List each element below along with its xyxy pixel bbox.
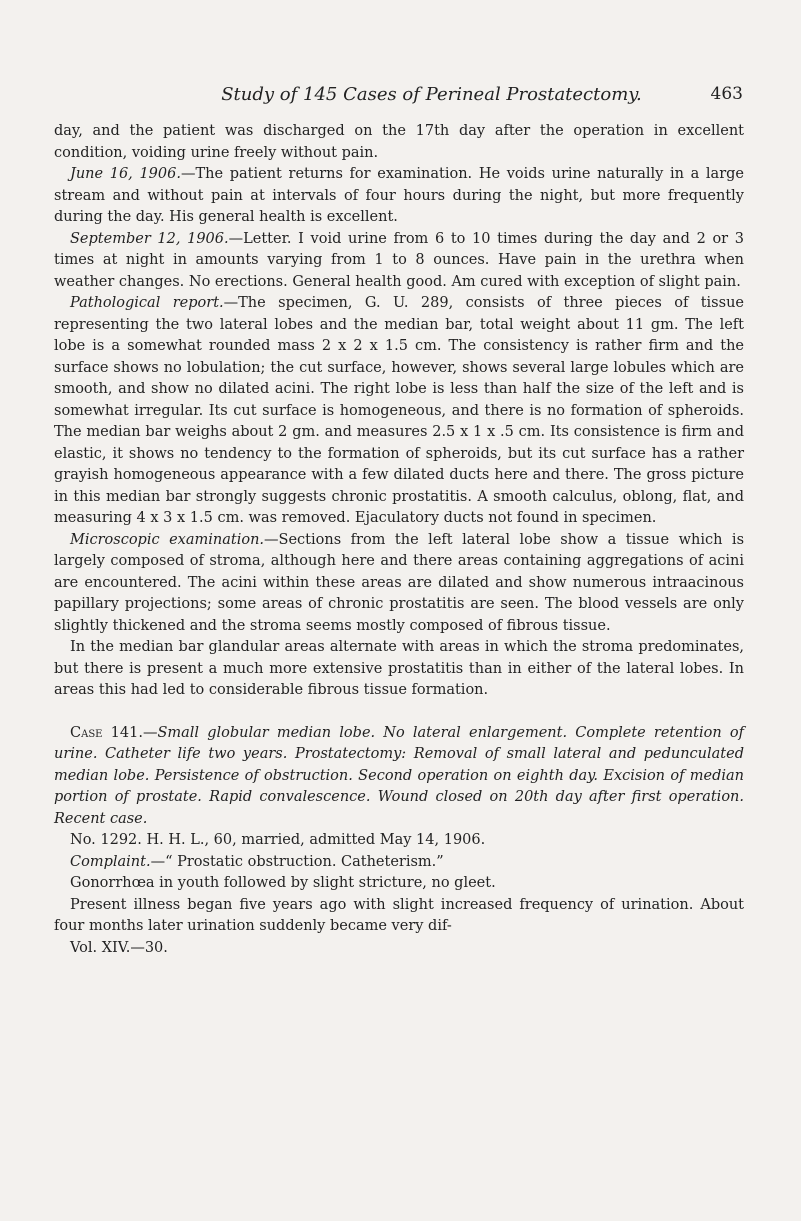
paragraph-text: No. 1292. H. H. L., 60, married, admitted May 14, 1906.	[70, 832, 486, 848]
paragraph-text: In the median bar glandular areas alternate with areas in which the stroma predominates, but there is present a much more extensive prostatitis than in either of the lateral lobes. In areas this had led to considerable fibrous tissue formation.	[54, 639, 744, 698]
paragraph-text: —The specimen, G. U. 289, consists of three pieces of tissue representing the two lateral lobes and the median bar, total weight about 11 gm. The left lobe is a somewhat rounded mass 2 x 2 x 1.5 cm. The consistency is rather firm and the surface shows no lobulation; the cut surface, however, shows several large lobules which are smooth, and show no dilated acini. The right lobe is less than half the size of the left and is somewhat irregular. Its cut surface is homogeneous, and there is no formation of spheroids. The median bar weighs about 2 gm. and measures 2.5 x 1 x .5 cm. Its consistence is firm and elastic, it shows no tendency to the formation of spheroids, but its cut surface has a rather grayish homogeneous appearance with a few dilated ducts here and there. The gross picture in this median bar strongly suggests chronic prostatitis. A smooth calculus, oblong, flat, and measuring 4 x 3 x 1.5 cm. was removed. Ejaculatory ducts not found in specimen.	[54, 295, 744, 526]
paragraph-lead: Complaint.	[70, 853, 151, 870]
case-label: Case 141.	[70, 724, 143, 741]
case-dash: —	[142, 724, 158, 741]
paragraph-history	[54, 873, 744, 895]
page-header	[120, 84, 743, 114]
paragraph-discharge	[54, 121, 744, 164]
paragraph-lead: June 16, 1906.	[70, 166, 181, 182]
paragraph-present-illness	[54, 895, 744, 938]
paragraph-june-16	[54, 164, 744, 229]
signature-mark: Vol. XIV.—30.	[70, 939, 168, 956]
paragraph-admission	[54, 830, 744, 852]
paragraph-median-bar	[54, 637, 744, 702]
paragraph-pathological-report	[54, 293, 744, 530]
paragraph-text: —Sections from the left lateral lobe show a tissue which is largely composed of stroma, although here and there areas containing aggregations of acini are encountered. The acini within these areas are dilated and show numerous intraacinous papillary projections; some areas of chronic prostatitis are seen. The blood vessels are only slightly thickened and the stroma seems mostly composed of fibrous tissue.	[54, 531, 745, 634]
paragraph-text: —The patient returns for examination. He voids urine naturally in a large stream and without pain at intervals of four hours during the night, but more frequently during the day. His general health is excellent.	[54, 166, 744, 225]
paragraph-september-12	[54, 229, 744, 294]
page-number: 463	[710, 84, 743, 104]
paragraph-text: —“ Prostatic obstruction. Catheterism.”	[150, 853, 444, 870]
paragraph-lead: Microscopic examination.	[70, 531, 265, 548]
page-body	[54, 121, 744, 959]
paragraph-lead: Pathological report.	[70, 295, 224, 311]
running-title: Study of 145 Cases of Perineal Prostatectomy.	[221, 84, 642, 105]
paragraph-lead: September 12, 1906.	[70, 230, 229, 247]
paragraph-text: Gonorrhœa in youth followed by slight stricture, no gleet.	[70, 875, 496, 891]
case-heading	[54, 723, 744, 831]
paragraph-microscopic-examination	[54, 530, 744, 638]
case-summary: Small globular median lobe. No lateral enlargement. Complete retention of urine. Catheter life two years. Prostatectomy: Removal of small lateral and pedunculated median lobe. Persistence of obstruction. Second operation on eighth day. Excision of median portion of prostate. Rapid convalescence. Wound closed on 20th day after first operation. Recent case.	[54, 724, 744, 827]
paragraph-complaint	[54, 852, 744, 874]
paragraph-text: —Letter. I void urine from 6 to 10 times during the day and 2 or 3 times at night in amounts varying from 1 to 8 ounces. Have pain in the urethra when weather changes. No erections. General health good. Am cured with exception of slight pain.	[54, 230, 744, 290]
paragraph-text: Present illness began five years ago with slight increased frequency of urination. About four months later urination suddenly became very dif-	[54, 896, 744, 934]
paragraph-text: day, and the patient was discharged on the 17th day after the operation in excellent condition, voiding urine freely without pain.	[54, 123, 744, 161]
